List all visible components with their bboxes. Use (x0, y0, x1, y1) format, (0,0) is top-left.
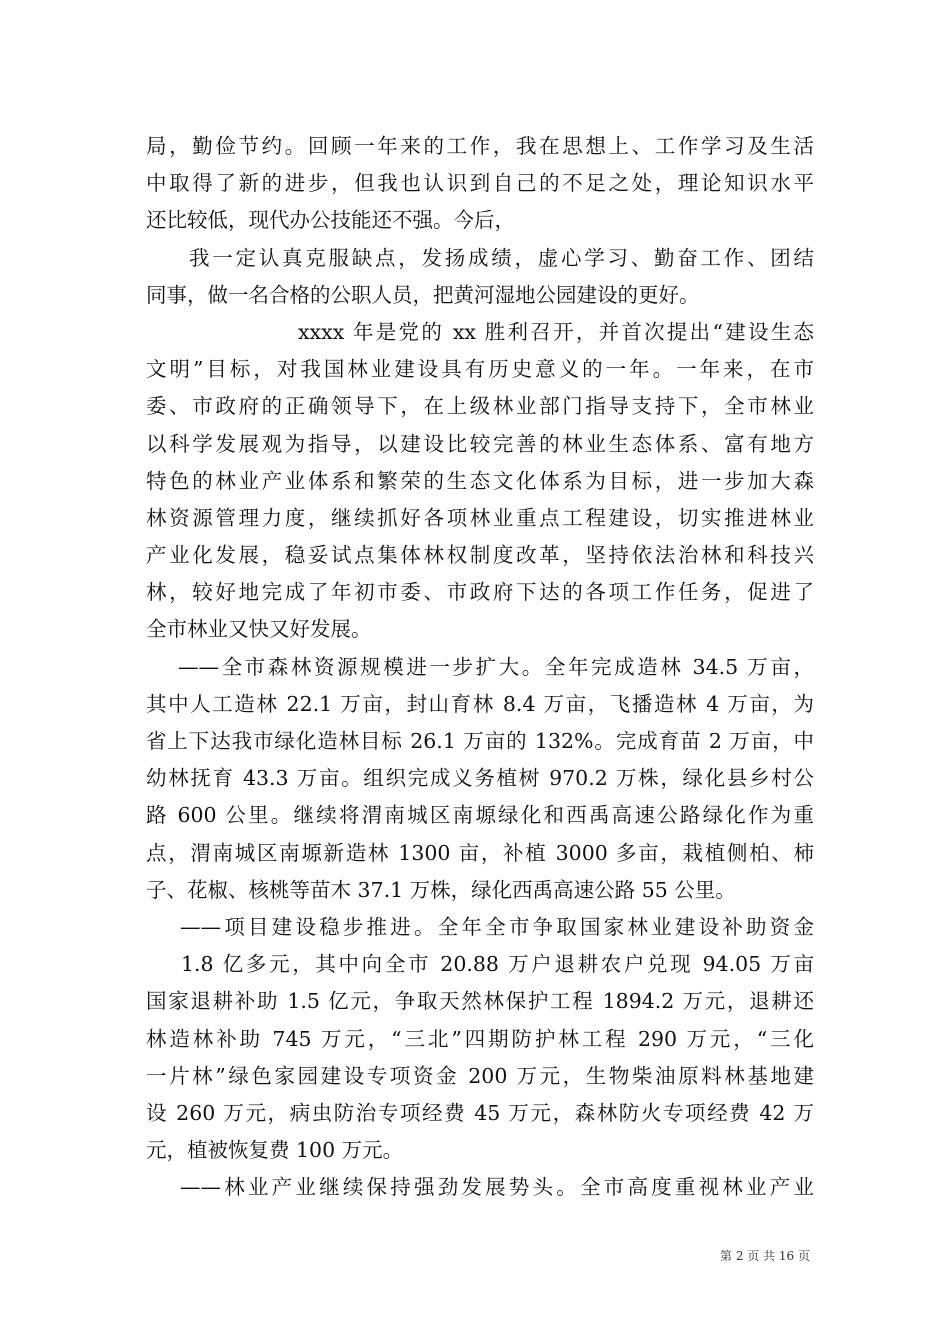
text-line: 林，较好地完成了年初市委、市政府下达的各项工作任务，促进了 (146, 580, 814, 605)
text-line: 路 600 公里。继续将渭南城区南塬绿化和西禹高速公路绿化作为重 (146, 803, 814, 828)
text-line: ——林业产业继续保持强劲发展势头。全市高度重视林业产业 (180, 1175, 814, 1200)
text-line: xxxx 年是党的 xx 胜利召开，并首次提出“建设生态 (298, 319, 814, 344)
text-line: 点，渭南城区南塬新造林 1300 亩，补植 3000 多亩，栽植侧柏、柿 (146, 840, 814, 865)
text-line: ——全市森林资源规模进一步扩大。全年完成造林 34.5 万亩， (178, 654, 814, 679)
text-line: 我一定认真克服缺点，发扬成绩，虚心学习、勤奋工作、团结 (189, 245, 814, 270)
text-line: 以科学发展观为指导，以建设比较完善的林业生态体系、富有地方 (146, 431, 814, 456)
body-text (146, 128, 814, 1206)
text-line: 委、市政府的正确领导下，在上级林业部门指导支持下，全市林业 (146, 394, 814, 419)
text-line: 幼林抚育 43.3 万亩。组织完成义务植树 970.2 万株，绿化县乡村公 (146, 766, 814, 791)
text-line: ——项目建设稳步推进。全年全市争取国家林业建设补助资金 (180, 914, 814, 939)
text-line: 1.8 亿多元，其中向全市 20.88 万户退耕农户兑现 94.05 万亩 (181, 952, 814, 977)
text-line: 局，勤俭节约。回顾一年来的工作，我在思想上、工作学习及生活 (146, 134, 814, 158)
text-line: 中取得了新的进步，但我也认识到自己的不足之处，理论知识水平 (146, 171, 814, 196)
text-line: 特色的林业产业体系和繁荣的生态文化体系为目标，进一步加大森 (146, 468, 814, 493)
text-line: 全市林业又快又好发展。 (146, 617, 372, 642)
text-line: 产业化发展，稳妥试点集体林权制度改革，坚持依法治林和科技兴 (146, 543, 814, 568)
text-line: 国家退耕补助 1.5 亿元，争取天然林保护工程 1894.2 万元，退耕还 (146, 989, 814, 1014)
text-line: 子、花椒、核桃等苗木 37.1 万株，绿化西禹高速公路 55 公里。 (146, 877, 736, 902)
text-line: 林造林补助 745 万元，“三北”四期防护林工程 290 万元，“三化 (146, 1026, 814, 1051)
text-line: 省上下达我市绿化造林目标 26.1 万亩的 132%。完成育苗 2 万亩，中 (146, 729, 814, 753)
text-line: 林资源管理力度，继续抓好各项林业重点工程建设，切实推进林业 (146, 505, 814, 530)
page-number: 第 2 页 共 16 页 (720, 1249, 810, 1263)
text-line: 元，植被恢复费 100 万元。 (146, 1138, 404, 1163)
text-line: 同事，做一名合格的公职人员，把黄河湿地公园建设的更好。 (146, 282, 700, 307)
text-line: 还比较低，现代办公技能还不强。今后， (146, 208, 515, 233)
text-line: 一片林”绿色家园建设专项资金 200 万元，生物柴油原料林基地建 (146, 1063, 814, 1088)
text-line: 其中人工造林 22.1 万亩，封山育林 8.4 万亩，飞播造林 4 万亩，为 (146, 691, 814, 716)
text-line: 文明”目标，对我国林业建设具有历史意义的一年。一年来，在市 (146, 357, 814, 382)
text-line: 设 260 万元，病虫防治专项经费 45 万元，森林防火专项经费 42 万 (146, 1100, 814, 1125)
